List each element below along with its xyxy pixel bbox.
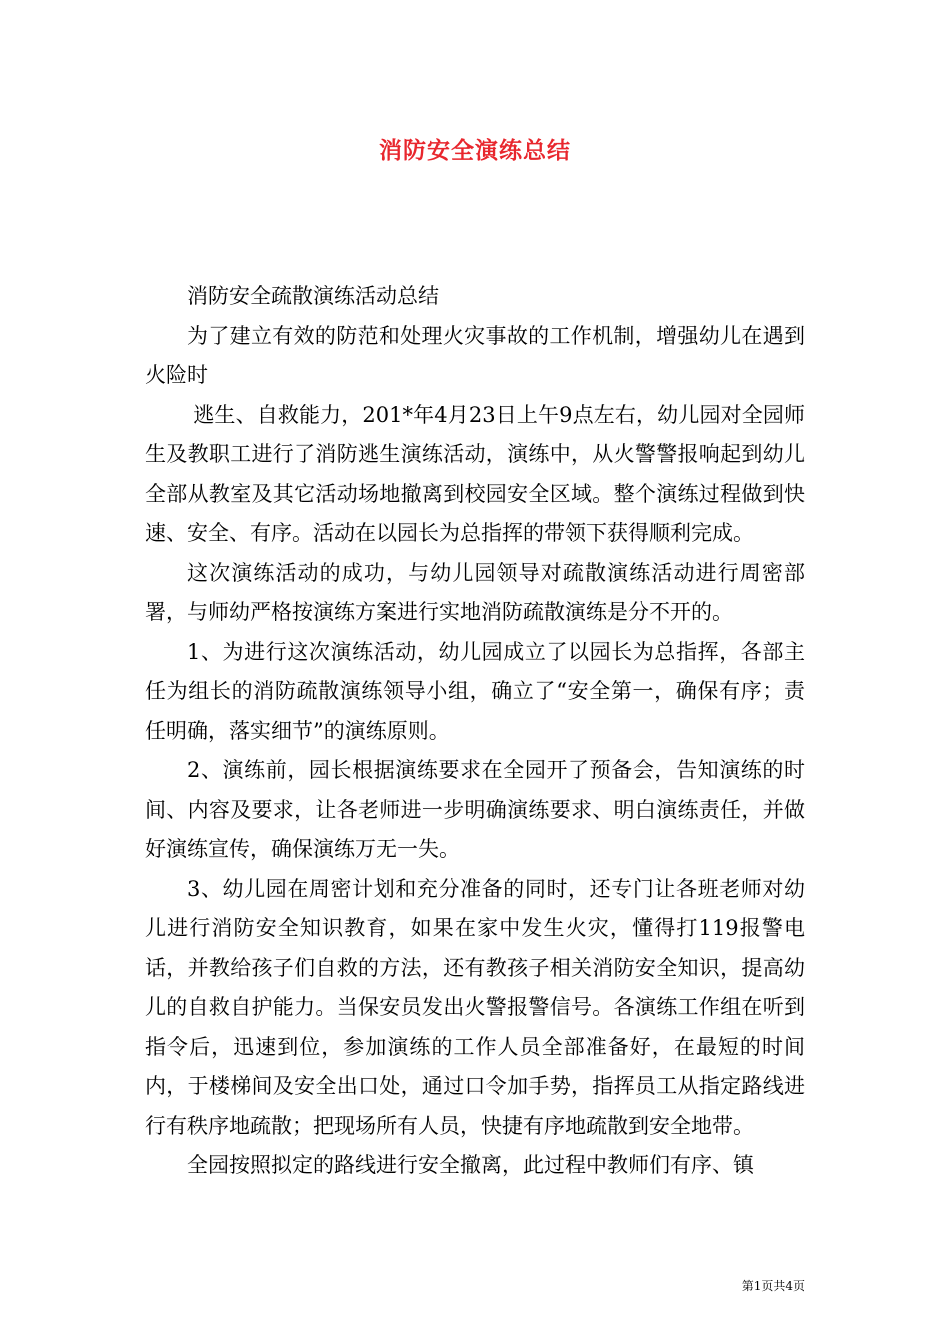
paragraph: 逃生、自救能力，201*年4月23日上午9点左右，幼儿园对全园师生及教职工进行了消防逃生演练活动，演练中，从火警警报响起到幼儿全部从教室及其它活动场地撤离到校园安全区域。整个演练过程做到快速、安全、有序。活动在以园长为总指挥的带领下获得顺利完成。 — [145, 402, 805, 545]
paragraph: 3、幼儿园在周密计划和充分准备的同时，还专门让各班老师对幼儿进行消防安全知识教育，如果在家中发生火灾，懂得打119报警电话，并教给孩子们自救的方法，还有教孩子相关消防安全知识，提高幼儿的自救自护能力。当保安员发出火警报警信号。各演练工作组在听到指令后，迅速到位，参加演练的工作人员全部准备好，在最短的时间内，于楼梯间及安全出口处，通过口令加手势，指挥员工从指定路线进行有秩序地疏散；把现场所有人员，快捷有序地疏散到安全地带。 — [145, 876, 805, 1138]
document-body — [145, 277, 805, 1186]
paragraph: 1、为进行这次演练活动，幼儿园成立了以园长为总指挥，各部主任为组长的消防疏散演练领导小组，确立了“安全第一，确保有序；责任明确，落实细节”的演练原则。 — [145, 639, 805, 743]
paragraph: 全园按照拟定的路线进行安全撤离，此过程中教师们有序、镇 — [187, 1153, 754, 1177]
paragraph: 消防安全疏散演练活动总结 — [187, 284, 439, 308]
page-title: 消防安全演练总结 — [379, 137, 571, 164]
paragraph: 为了建立有效的防范和处理火灾事故的工作机制，增强幼儿在遇到火险时 — [145, 323, 805, 387]
paragraph: 这次演练活动的成功，与幼儿园领导对疏散演练活动进行周密部署，与师幼严格按演练方案进行实地消防疏散演练是分不开的。 — [145, 560, 805, 624]
page-number: 第1页共4页 — [741, 1279, 805, 1293]
paragraph: 2、演练前，园长根据演练要求在全园开了预备会，告知演练的时间、内容及要求，让各老师进一步明确演练要求、明白演练责任，并做好演练宣传，确保演练万无一失。 — [145, 758, 805, 861]
